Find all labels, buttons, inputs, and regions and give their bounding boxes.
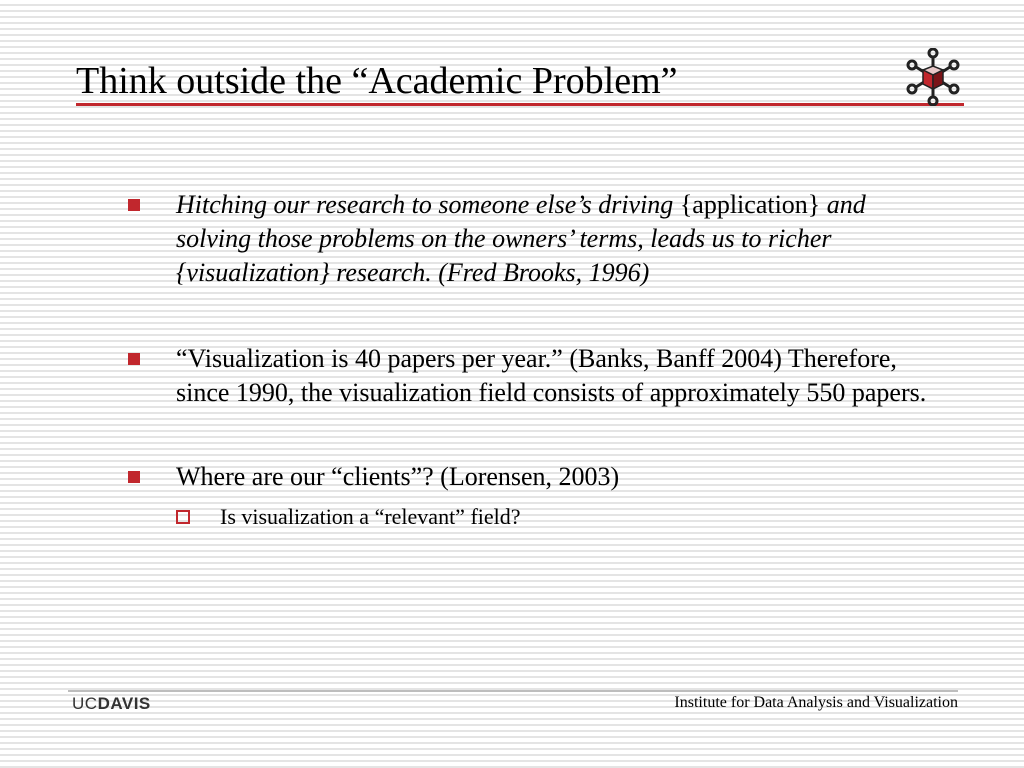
hollow-square-bullet-icon: [176, 510, 190, 524]
bullet-text-italic: Hitching our research to someone else’s driving: [176, 190, 680, 219]
logo-uc-text: UC: [72, 694, 98, 713]
footer-institute: Institute for Data Analysis and Visualization: [674, 694, 958, 711]
bullet-item: [128, 460, 928, 494]
cube-network-logo-icon: [904, 48, 962, 106]
bullet-text: “Visualization is 40 papers per year.” (Banks, Banff 2004) Therefore, since 1990, the visualization field consists of approximately 550 papers.: [176, 344, 927, 407]
sub-bullet-text: Is visualization a “relevant” field?: [220, 504, 521, 529]
ucdavis-logo: [72, 694, 151, 714]
bullet-text: [176, 188, 928, 290]
bullet-text-plain: {application}: [679, 190, 827, 219]
footer-divider: [68, 690, 958, 692]
slide-title: Think outside the “Academic Problem”: [76, 60, 678, 102]
bullet-item: [128, 342, 928, 410]
bullet-text-italic: and solving those problems on the owners’ terms, leads us to richer {visualization} research. (Fred Brooks, 1996): [176, 190, 866, 287]
square-bullet-icon: [128, 471, 140, 483]
sub-bullet-item: [176, 502, 928, 532]
square-bullet-icon: [128, 199, 140, 211]
bullet-list: [128, 188, 928, 532]
bullet-text: Where are our “clients”? (Lorensen, 2003): [176, 462, 620, 491]
square-bullet-icon: [128, 353, 140, 365]
logo-davis-text: DAVIS: [97, 694, 151, 713]
title-underline: [76, 103, 964, 106]
bullet-item: [128, 188, 928, 290]
